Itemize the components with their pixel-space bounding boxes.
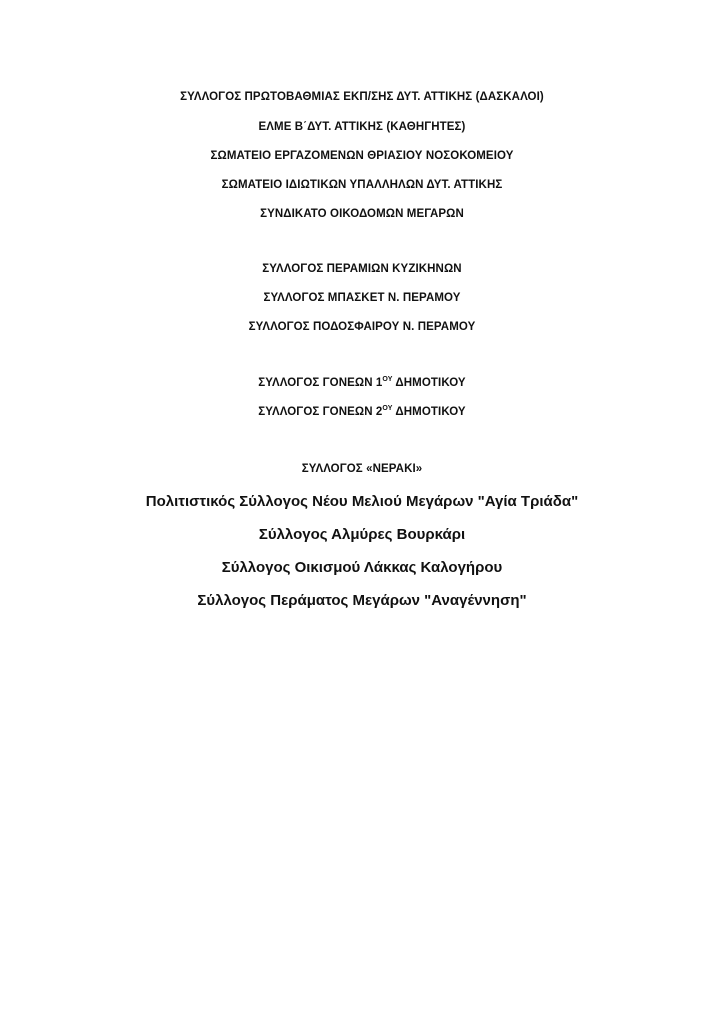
org-line-agia-triada: Πολιτιστικός Σύλλογος Νέου Μελιού Μεγάρων "Αγία Τριάδα" (145, 493, 579, 510)
parents-1-prefix: ΣΥΛΛΟΓΟΣ ΓΟΝΕΩΝ 1 (258, 377, 383, 389)
org-line-peramioi-kyzikinoi: ΣΥΛΛΟΓΟΣ ΠΕΡΑΜΙΩΝ ΚΥΖΙΚΗΝΩΝ (262, 263, 462, 275)
parents-1-suffix: ΔΗΜΟΤΙΚΟΥ (392, 377, 466, 389)
parents-2-sup: ΟΥ (382, 405, 393, 412)
org-line-football-club: ΣΥΛΛΟΓΟΣ ΠΟΔΟΣΦΑΙΡΟΥ Ν. ΠΕΡΑΜΟΥ (248, 321, 476, 333)
org-line-almyres-vourkari: Σύλλογος Αλμύρες Βουρκάρι (258, 526, 466, 543)
org-line-anagennisi: Σύλλογος Περάματος Μεγάρων "Αναγέννηση" (197, 592, 527, 609)
org-line-lakka-kalogirou: Σύλλογος Οικισμού Λάκκας Καλογήρου (221, 559, 503, 576)
org-line-neraki: ΣΥΛΛΟΓΟΣ «ΝΕΡΑΚΙ» (301, 463, 423, 475)
org-line-elme: ΕΛΜΕ Β΄ΔΥΤ. ΑΤΤΙΚΗΣ (ΚΑΘΗΓΗΤΕΣ) (258, 121, 466, 133)
org-line-parents-school-2 (0, 406, 724, 418)
org-line-teachers-union: ΣΥΛΛΟΓΟΣ ΠΡΩΤΟΒΑΘΜΙΑΣ ΕΚΠ/ΣΗΣ ΔΥΤ. ΑΤΤΙΚΗΣ (ΔΑΣΚΑΛΟΙ) (180, 91, 544, 103)
parents-2-prefix: ΣΥΛΛΟΓΟΣ ΓΟΝΕΩΝ 2 (258, 406, 383, 418)
parents-1-sup: ΟΥ (382, 376, 393, 383)
org-line-builders-union: ΣΥΝΔΙΚΑΤΟ ΟΙΚΟΔΟΜΩΝ ΜΕΓΑΡΩΝ (260, 208, 464, 220)
parents-2-suffix: ΔΗΜΟΤΙΚΟΥ (392, 406, 466, 418)
org-line-basketball-club: ΣΥΛΛΟΓΟΣ ΜΠΑΣΚΕΤ Ν. ΠΕΡΑΜΟΥ (263, 292, 461, 304)
org-line-thriasio-hospital: ΣΩΜΑΤΕΙΟ ΕΡΓΑΖΟΜΕΝΩΝ ΘΡΙΑΣΙΟΥ ΝΟΣΟΚΟΜΕΙΟΥ (210, 150, 514, 162)
org-line-private-employees: ΣΩΜΑΤΕΙΟ ΙΔΙΩΤΙΚΩΝ ΥΠΑΛΛΗΛΩΝ ΔΥΤ. ΑΤΤΙΚΗΣ (221, 179, 503, 191)
org-line-parents-school-1 (0, 377, 724, 389)
